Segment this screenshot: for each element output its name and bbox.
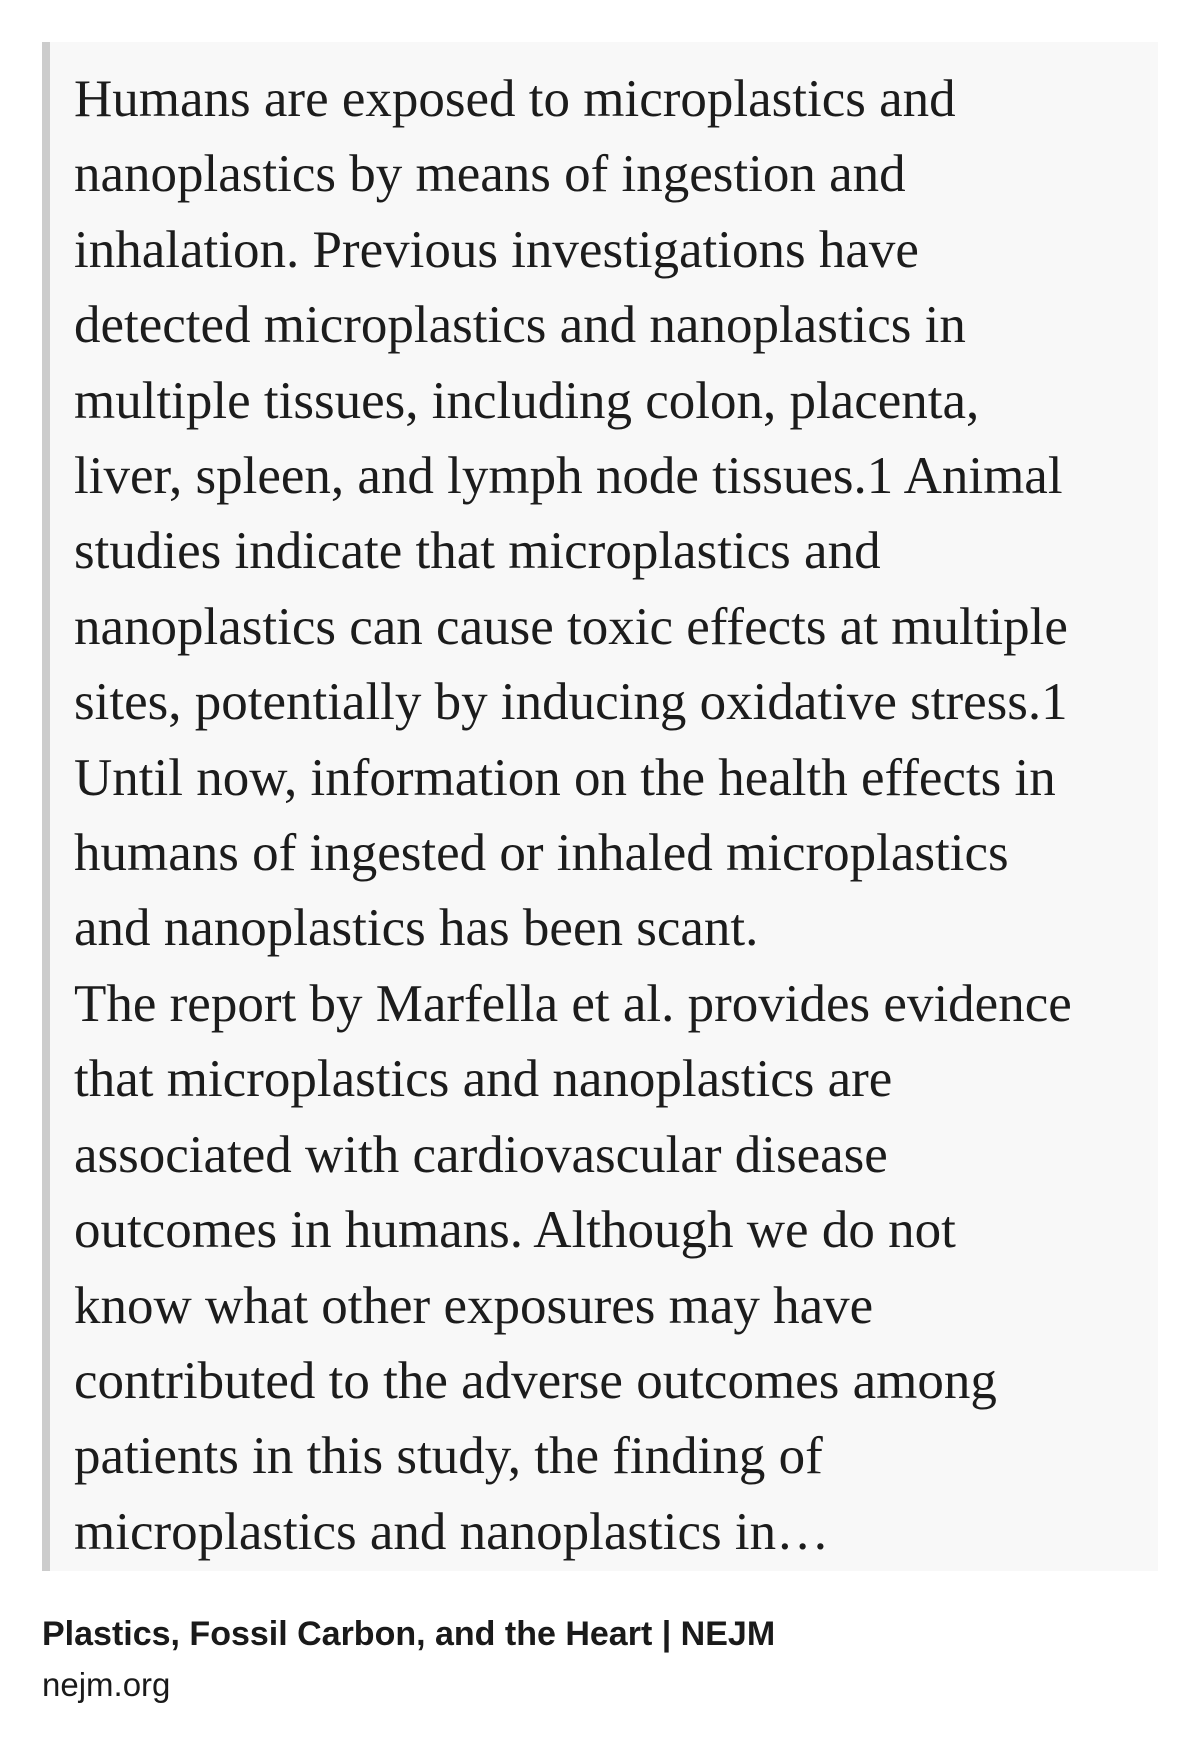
link-title[interactable]: Plastics, Fossil Carbon, and the Heart | NEJM <box>42 1615 776 1653</box>
quote-text: Humans are exposed to microplastics and nanoplastics by means of ingestion and inhalation. Previous investigations have detected microplastics and nanoplastics in multiple tissues, including colon, placenta, liver, spleen, and lymph node tissues.1 Animal studies indicate that microplastics and nanoplastics can cause toxic effects at multiple sites, potentially by inducing oxidative stress.1 Until now, information on the health effects in humans of ingested or inhaled microplastics and nanoplastics has been scant. The report by Marfella et al. provides evidence that microplastics and nanoplastics are associated with cardiovascular disease outcomes in humans. Although we do not know what other exposures may have contributed to the adverse outcomes among patients in this study, the finding of microplastics and nanoplastics in… <box>74 70 1072 1561</box>
blockquote <box>42 42 1158 1571</box>
link-preview-card[interactable] <box>42 1612 1158 1710</box>
link-domain: nejm.org <box>42 1666 171 1703</box>
